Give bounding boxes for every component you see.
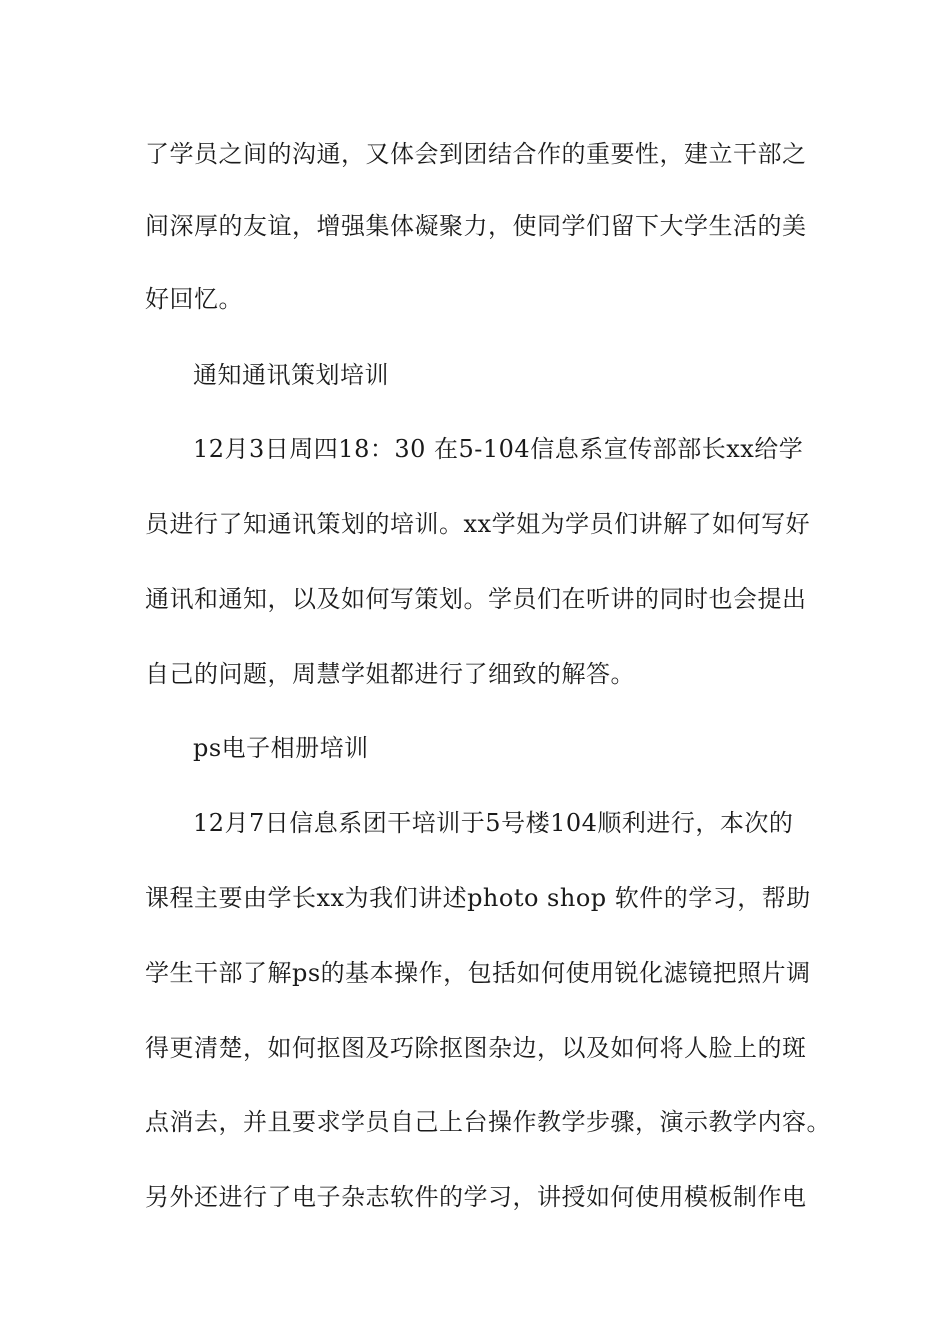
section-heading: ps电子相册培训	[193, 734, 369, 762]
section-heading: 通知通讯策划培训	[193, 361, 389, 389]
paragraph-start-line: 12月3日周四18：30 在5-104信息系宣传部部长xx给学	[193, 435, 804, 463]
body-text-line: 自己的问题，周慧学姐都进行了细致的解答。	[145, 660, 635, 688]
body-text-line: 学生干部了解ps的基本操作，包括如何使用锐化滤镜把照片调	[145, 959, 811, 987]
paragraph-start-line: 12月7日信息系团干培训于5号楼104顺利进行，本次的	[193, 809, 794, 837]
body-text-line: 好回忆。	[145, 285, 243, 313]
body-text-line: 另外还进行了电子杂志软件的学习，讲授如何使用模板制作电	[145, 1183, 807, 1211]
body-text-line: 点消去，并且要求学员自己上台操作教学步骤，演示教学内容。	[145, 1108, 831, 1136]
body-text-line: 了学员之间的沟通，又体会到团结合作的重要性，建立干部之	[145, 140, 807, 168]
body-text-line: 员进行了知通讯策划的培训。xx学姐为学员们讲解了如何写好	[145, 510, 811, 538]
body-text-line: 得更清楚，如何抠图及巧除抠图杂边，以及如何将人脸上的斑	[145, 1034, 807, 1062]
body-text-line: 间深厚的友谊，增强集体凝聚力，使同学们留下大学生活的美	[145, 212, 807, 240]
body-text-line: 通讯和通知，以及如何写策划。学员们在听讲的同时也会提出	[145, 585, 807, 613]
body-text-line: 课程主要由学长xx为我们讲述photo shop 软件的学习，帮助	[145, 884, 811, 912]
